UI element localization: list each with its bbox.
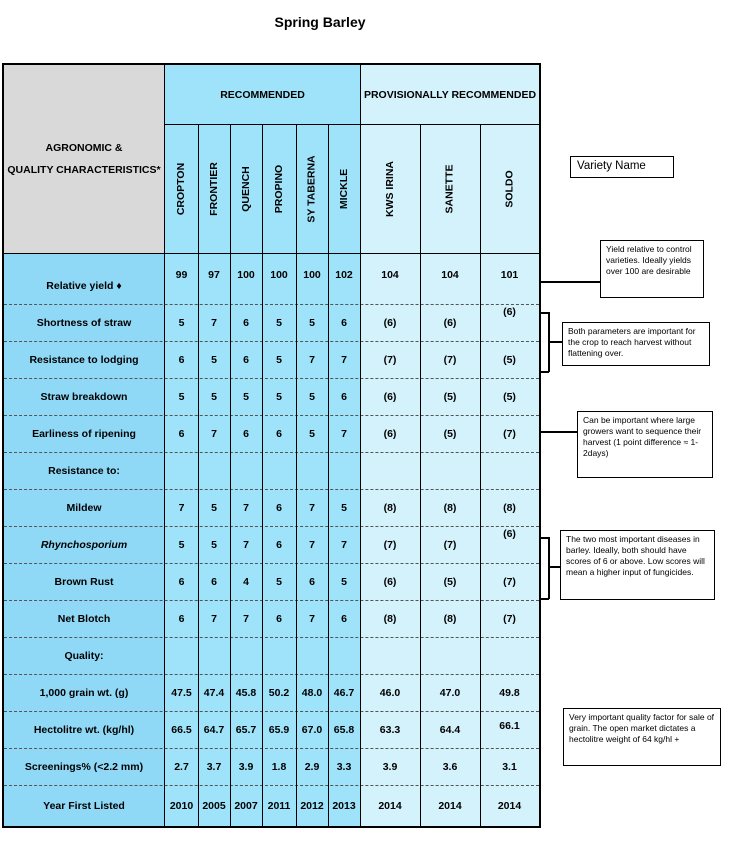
variety-header [165, 125, 198, 254]
value-cell: 65.9 [262, 711, 296, 748]
row-label: Quality: [4, 637, 165, 674]
variety-header [230, 125, 262, 254]
value-cell: 100 [230, 254, 262, 304]
column-separator [198, 125, 199, 826]
value-cell [198, 637, 230, 674]
value-cell: 5 [296, 378, 328, 415]
value-cell: 47.0 [420, 674, 480, 711]
value-cell: (5) [420, 415, 480, 452]
value-cell: 45.8 [230, 674, 262, 711]
value-cell [296, 637, 328, 674]
value-cell [480, 452, 539, 489]
column-separator [420, 125, 421, 826]
value-cell [262, 452, 296, 489]
value-cell: 66.1 [480, 711, 539, 748]
value-cell [360, 452, 420, 489]
variety-name: MICKLE [338, 168, 350, 210]
value-cell: 5 [230, 378, 262, 415]
value-cell: 100 [262, 254, 296, 304]
value-cell: (7) [360, 341, 420, 378]
value-cell: 46.0 [360, 674, 420, 711]
value-cell: 2014 [420, 785, 480, 826]
row-label: Net Blotch [4, 600, 165, 637]
value-cell: 7 [198, 415, 230, 452]
row-separator [4, 711, 539, 712]
value-cell: 67.0 [296, 711, 328, 748]
variety-name: FRONTIER [208, 162, 221, 216]
value-cell: (8) [480, 489, 539, 526]
value-cell: 5 [165, 304, 198, 341]
value-cell: 6 [328, 304, 360, 341]
value-cell: 66.5 [165, 711, 198, 748]
value-cell: 3.9 [360, 748, 420, 785]
value-cell: 104 [420, 254, 480, 304]
value-cell: 5 [328, 563, 360, 600]
value-cell [420, 637, 480, 674]
value-cell: 3.1 [480, 748, 539, 785]
value-cell: 50.2 [262, 674, 296, 711]
value-cell: 97 [198, 254, 230, 304]
value-cell: 65.8 [328, 711, 360, 748]
row-separator [4, 563, 539, 564]
value-cell: 63.3 [360, 711, 420, 748]
row-separator [4, 489, 539, 490]
note-ripening: Can be important where large growers want to sequence their harvest (1 point difference ≈ 1-2days) [577, 411, 713, 478]
value-cell: 7 [296, 600, 328, 637]
column-separator [262, 125, 263, 826]
column-separator [328, 125, 329, 826]
value-cell: 7 [230, 600, 262, 637]
value-cell: 46.7 [328, 674, 360, 711]
variety-name: SY TABERNA [306, 155, 319, 223]
value-cell: 7 [165, 489, 198, 526]
value-cell: 4 [230, 563, 262, 600]
value-cell: (7) [360, 526, 420, 563]
value-cell: 6 [165, 415, 198, 452]
value-cell: (6) [360, 304, 420, 341]
value-cell: 5 [328, 489, 360, 526]
page-title: Spring Barley [274, 14, 366, 30]
variety-header [480, 125, 539, 254]
variety-header [262, 125, 296, 254]
value-cell: 7 [296, 489, 328, 526]
row-separator [4, 600, 539, 601]
value-cell: 2014 [360, 785, 420, 826]
value-cell: (6) [360, 415, 420, 452]
value-cell: (8) [360, 600, 420, 637]
variety-header [328, 125, 360, 254]
value-cell: 7 [230, 489, 262, 526]
variety-header [198, 125, 230, 254]
value-cell: 5 [198, 378, 230, 415]
value-cell: 3.7 [198, 748, 230, 785]
value-cell: 7 [198, 304, 230, 341]
row-separator [4, 526, 539, 527]
value-cell: 3.6 [420, 748, 480, 785]
value-cell: 6 [296, 563, 328, 600]
row-separator [4, 674, 539, 675]
value-cell: 101 [480, 254, 539, 304]
value-cell: (7) [480, 563, 539, 600]
provisional-header: PROVISIONALLY RECOMMENDED [360, 65, 539, 125]
value-cell [328, 637, 360, 674]
value-cell [165, 452, 198, 489]
value-cell: (6) [360, 563, 420, 600]
value-cell [480, 637, 539, 674]
value-cell: 6 [230, 415, 262, 452]
row-separator [4, 785, 539, 786]
value-cell: 99 [165, 254, 198, 304]
value-cell: 6 [262, 489, 296, 526]
value-cell: (5) [480, 378, 539, 415]
variety-table [2, 63, 541, 828]
value-cell: 2.7 [165, 748, 198, 785]
row-separator [4, 748, 539, 749]
row-label: Mildew [4, 489, 165, 526]
agronomic-header-line: QUALITY CHARACTERISTICS* [7, 164, 161, 176]
value-cell: (5) [480, 341, 539, 378]
bracket-diseases-b [541, 598, 549, 600]
value-cell: 5 [198, 489, 230, 526]
connector-ripening [541, 431, 577, 433]
value-cell: 47.4 [198, 674, 230, 711]
note-variety-name: Variety Name [570, 156, 674, 178]
value-cell: 7 [328, 415, 360, 452]
row-separator [4, 637, 539, 638]
row-label: Resistance to: [4, 452, 165, 489]
variety-name: KWS IRINA [384, 161, 396, 217]
value-cell: 5 [262, 304, 296, 341]
value-cell: 49.8 [480, 674, 539, 711]
value-cell [198, 452, 230, 489]
value-cell [230, 452, 262, 489]
value-cell: 100 [296, 254, 328, 304]
value-cell [420, 452, 480, 489]
value-cell: 64.4 [420, 711, 480, 748]
value-cell: 5 [262, 563, 296, 600]
value-cell: 65.7 [230, 711, 262, 748]
value-cell: 2013 [328, 785, 360, 826]
column-separator [360, 65, 361, 826]
row-separator [4, 304, 539, 305]
value-cell: (8) [420, 600, 480, 637]
value-cell: 3.3 [328, 748, 360, 785]
value-cell: 7 [230, 526, 262, 563]
value-cell: 5 [198, 526, 230, 563]
value-cell: 6 [230, 304, 262, 341]
value-cell: 47.5 [165, 674, 198, 711]
value-cell: 7 [328, 341, 360, 378]
bracket-straw-b [541, 371, 549, 373]
variety-name: SOLDO [503, 170, 516, 208]
value-cell: 64.7 [198, 711, 230, 748]
row-separator [4, 452, 539, 453]
value-cell: (8) [420, 489, 480, 526]
value-cell: (6) [360, 378, 420, 415]
value-cell: 102 [328, 254, 360, 304]
row-label: Brown Rust [4, 563, 165, 600]
connector-diseases [548, 566, 560, 568]
row-label: Relative yield ♦ [4, 254, 165, 304]
value-cell: 6 [328, 378, 360, 415]
value-cell: (5) [420, 378, 480, 415]
value-cell: (7) [480, 600, 539, 637]
note-yield: Yield relative to control varieties. Ideally yields over 100 are desirable [600, 240, 704, 298]
connector-yield [541, 281, 600, 283]
variety-header [296, 125, 328, 254]
variety-name: CROPTON [175, 162, 188, 216]
row-label: 1,000 grain wt. (g) [4, 674, 165, 711]
value-cell: 7 [296, 341, 328, 378]
value-cell: 6 [165, 563, 198, 600]
variety-name: SANETTE [443, 164, 456, 214]
row-label: Straw breakdown [4, 378, 165, 415]
value-cell [360, 637, 420, 674]
row-label: Earliness of ripening [4, 415, 165, 452]
row-label: Rhynchosporium [4, 526, 165, 563]
recommended-header: RECOMMENDED [165, 65, 360, 125]
value-cell [230, 637, 262, 674]
value-cell: 6 [198, 563, 230, 600]
value-cell: 6 [230, 341, 262, 378]
row-label: Year First Listed [4, 785, 165, 826]
agronomic-header [4, 65, 165, 254]
variety-header [420, 125, 480, 254]
variety-header [360, 125, 420, 254]
value-cell: 1.8 [262, 748, 296, 785]
row-label: Hectolitre wt. (kg/hl) [4, 711, 165, 748]
value-cell: (7) [480, 415, 539, 452]
column-separator [480, 125, 481, 826]
row-separator [4, 341, 539, 342]
row-separator [4, 378, 539, 379]
value-cell: 5 [262, 378, 296, 415]
value-cell: 104 [360, 254, 420, 304]
value-cell: 6 [262, 526, 296, 563]
value-cell: 2011 [262, 785, 296, 826]
value-cell: 7 [198, 600, 230, 637]
value-cell: 5 [198, 341, 230, 378]
value-cell: 6 [328, 600, 360, 637]
value-cell: 5 [296, 415, 328, 452]
value-cell: 7 [328, 526, 360, 563]
column-separator [230, 125, 231, 826]
value-cell: (5) [420, 563, 480, 600]
value-cell: 3.9 [230, 748, 262, 785]
variety-name: PROPINO [273, 164, 285, 214]
variety-name: QUENCH [240, 166, 253, 212]
value-cell: (6) [420, 304, 480, 341]
value-cell: (6) [480, 304, 539, 341]
row-label: Resistance to lodging [4, 341, 165, 378]
value-cell: (8) [360, 489, 420, 526]
note-quality: Very important quality factor for sale of grain. The open market dictates a hectolitre weight of 64 kg/hl + [563, 708, 721, 766]
value-cell: 6 [165, 341, 198, 378]
value-cell: 2010 [165, 785, 198, 826]
value-cell [262, 637, 296, 674]
value-cell: 5 [262, 341, 296, 378]
row-label: Screenings% (<2.2 mm) [4, 748, 165, 785]
value-cell: 2.9 [296, 748, 328, 785]
value-cell: 5 [165, 378, 198, 415]
value-cell: 5 [296, 304, 328, 341]
agronomic-header-line: AGRONOMIC & [45, 142, 123, 154]
value-cell: 48.0 [296, 674, 328, 711]
value-cell: 6 [165, 600, 198, 637]
value-cell: (7) [420, 341, 480, 378]
value-cell: 2005 [198, 785, 230, 826]
note-straw: Both parameters are important for the crop to reach harvest without flattening over. [562, 322, 710, 366]
row-label: Shortness of straw [4, 304, 165, 341]
note-diseases: The two most important diseases in barley. Ideally, both should have scores of 6 or above. Low scores will mean a higher input of fungicides. [560, 530, 715, 600]
value-cell [296, 452, 328, 489]
value-cell: 6 [262, 600, 296, 637]
column-separator [296, 125, 297, 826]
value-cell [165, 637, 198, 674]
value-cell: 7 [296, 526, 328, 563]
value-cell: 6 [262, 415, 296, 452]
value-cell: 5 [165, 526, 198, 563]
value-cell [328, 452, 360, 489]
value-cell: 2014 [480, 785, 539, 826]
connector-straw [548, 341, 562, 343]
value-cell: (7) [420, 526, 480, 563]
value-cell: 2012 [296, 785, 328, 826]
value-cell: 2007 [230, 785, 262, 826]
row-separator [4, 415, 539, 416]
value-cell: (6) [480, 526, 539, 563]
bracket-diseases-v [548, 537, 550, 599]
